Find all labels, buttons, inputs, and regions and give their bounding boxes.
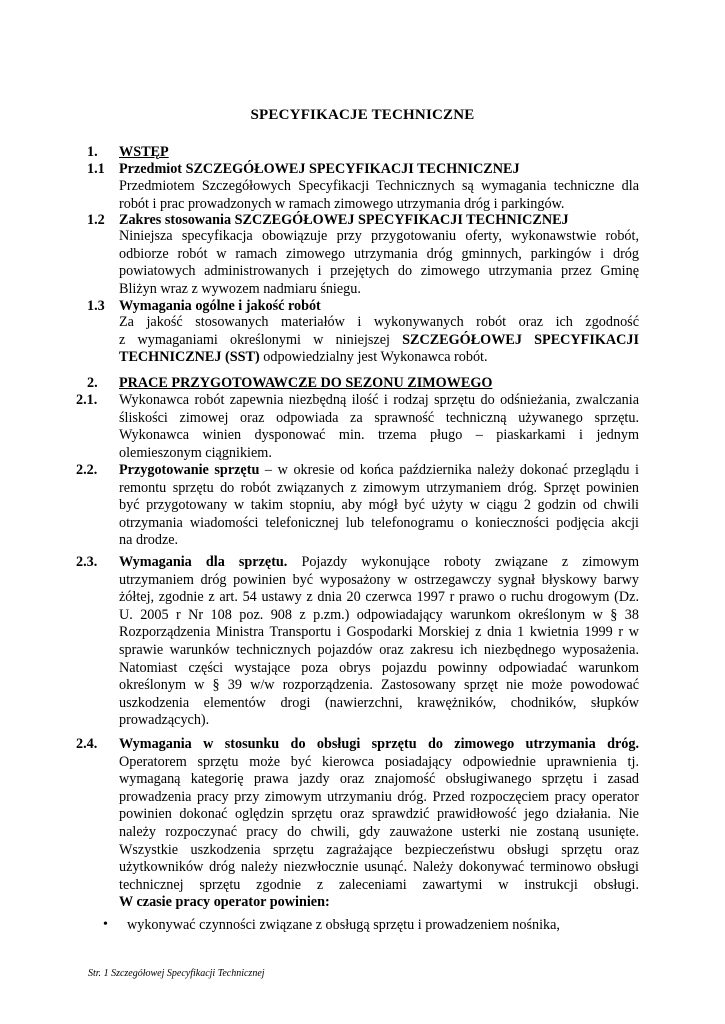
section-1-2-heading: Zakres stosowania SZCZEGÓŁOWEJ SPECYFIKACJI TECHNICZNEJ xyxy=(119,212,569,228)
text-line: utrzymaniem dróg powinien być wyposażony w ostrzegawczy sygnał błyskowy barwy xyxy=(119,571,639,588)
text-line: remontu sprzętu do robót związanych z zimowym utrzymaniem dróg. Sprzęt powinien xyxy=(119,479,639,496)
text-span: odpowiedzialny jest Wykonawca robót. xyxy=(259,349,488,366)
text-line: Bliżyn wraz z wywozem nadmiaru śniegu. xyxy=(119,280,361,297)
text-span: – w okresie od końca października należy dokonać przeglądu i xyxy=(259,462,639,478)
text-line: technicznej sprzętu zgodnie z zaleceniami zawartymi w instrukcji obsługi. xyxy=(119,876,639,893)
text-line: prowadzenia pracy przy zimowym utrzymaniu dróg. Przed rozpoczęciem pracy operator xyxy=(119,788,639,805)
text-line: wymaganą kategorię prawa jazdy oraz znajomość obsługiwanego sprzętu i zasad xyxy=(119,771,639,788)
section-1-3-heading: Wymagania ogólne i jakość robót xyxy=(119,298,321,314)
bullet-item: wykonywać czynności związane z obsługą sprzętu i prowadzeniem nośnika, xyxy=(127,917,560,933)
text-line xyxy=(119,736,639,754)
section-2-4-number: 2.4. xyxy=(76,736,98,752)
bullet-icon: • xyxy=(103,917,108,932)
bold-span: Wymagania dla sprzętu. xyxy=(119,554,288,570)
bold-span: Przygotowanie sprzętu xyxy=(119,462,260,478)
section-2-3-number: 2.3. xyxy=(76,554,98,570)
text-line xyxy=(119,894,639,912)
text-line: powinien dokonać oględzin sprzętu oraz sprawdzić prawidłowość jego działania. Nie xyxy=(119,806,639,823)
text-line: żółtej, zgodnie z art. 54 ustawy z dnia 20 czerwca 1997 r prawo o ruchu drogowym (Dz. xyxy=(119,589,639,606)
section-1-2-body xyxy=(119,228,639,298)
text-line: na drodze. xyxy=(119,532,179,549)
bold-span: Wymagania w stosunku do obsługi sprzętu do zimowego utrzymania dróg. xyxy=(119,736,639,752)
text-line: prowadzących). xyxy=(119,712,210,729)
section-1-1-body xyxy=(119,178,639,213)
section-1-number: 1. xyxy=(87,144,98,160)
section-2-4-body xyxy=(119,736,639,912)
text-line xyxy=(119,462,639,480)
section-1-3-body xyxy=(119,314,639,367)
text-line: Natomiast części wystające poza obrys pojazdu powinny odpowiadać warunkom xyxy=(119,659,639,676)
text-line: Rozporządzenia Ministra Transportu i Gospodarki Morskiej z dnia 1 kwietnia 1999 r w xyxy=(119,624,639,641)
text-line: powiatowych administrowanych i przejętych do zimowego utrzymania przez Gminę xyxy=(119,263,639,280)
section-2-1-number: 2.1. xyxy=(76,392,98,408)
text-line: należy rozpoczynać pracy do chwili, gdy zauważone usterki nie zostaną usunięte. xyxy=(119,823,639,840)
text-span: Pojazdy wykonujące roboty związane z zimowym xyxy=(287,554,640,570)
bold-span: SZCZEGÓŁOWEJ SPECYFIKACJI xyxy=(402,331,639,348)
text-line: śliskości zimowej oraz odpowiada za sprawność techniczną używanego sprzętu. xyxy=(119,409,639,426)
text-line: Za jakość stosowanych materiałów i wykonywanych robót oraz ich zgodność xyxy=(119,314,639,330)
text-line: określonym w § 39 w/w rozporządzenia. Zastosowany sprzęt nie może powodować xyxy=(119,677,639,694)
text-line: olemieszonym ciągnikiem. xyxy=(119,444,272,461)
text-line: robót i prac prowadzonych w ramach zimowego utrzymania dróg i parkingów. xyxy=(119,195,565,212)
text-line: Przedmiotem Szczegółowych Specyfikacji Technicznych są wymagania techniczne dla xyxy=(119,178,639,194)
section-2-2-body xyxy=(119,462,639,550)
text-line: być przygotowany w takim stopniu, aby mógł być użyty w ciągu 2 godzin od chwili xyxy=(119,497,639,514)
section-1-3-number: 1.3 xyxy=(87,298,105,314)
text-line: sprawie warunków technicznych pojazdów oraz zakresu ich niezbędnego wyposażenia. xyxy=(119,641,639,658)
text-line: otrzymania wiadomości telefonicznej lub telefonogramu o konieczności podjęcia akcji xyxy=(119,514,639,531)
footer-text: Szczegółowej Specyfikacji Technicznej xyxy=(108,968,265,979)
text-line xyxy=(119,332,639,350)
bold-span: W czasie pracy operator powinien: xyxy=(119,894,330,911)
footer-prefix: Str. xyxy=(88,968,104,979)
text-line: odbiorze robót w ramach zimowego utrzymania dróg gminnych, parkingów i dróg xyxy=(119,245,639,262)
text-line: uszkodzenia elementów drogi (nawierzchni, krawężników, chodników, słupków xyxy=(119,694,639,711)
section-2-3-body xyxy=(119,554,639,730)
page-title: SPECYFIKACJE TECHNICZNE xyxy=(250,107,475,123)
text-line: Operatorem sprzętu może być kierowca posiadający odpowiednie uprawnienia tj. xyxy=(119,753,639,770)
text-line: Wykonawca robót zapewnia niezbędną ilość i rodzaj sprzętu do odśnieżania, zwalczania xyxy=(119,392,639,408)
text-line: Wszystkie uszkodzenia sprzętu zagrażające bezpieczeństwu obsługi sprzętu oraz xyxy=(119,841,639,858)
section-1-2-number: 1.2 xyxy=(87,212,105,228)
page-number: 1 xyxy=(103,968,109,979)
section-2-1-body xyxy=(119,392,639,462)
text-line: Wykonawca winien dysponować min. trzema pługo – piaskarkami i jednym xyxy=(119,427,639,444)
section-2-heading: PRACE PRZYGOTOWAWCZE DO SEZONU ZIMOWEGO xyxy=(119,375,493,391)
section-1-1-number: 1.1 xyxy=(87,161,105,177)
text-line xyxy=(119,349,639,367)
text-line: Niniejsza specyfikacja obowiązuje przy przygotowaniu oferty, wykonawstwie robót, xyxy=(119,228,639,244)
text-line: użytkowników dróg należy niezwłocznie usunąć. Należy dokonywać terminowo obsługi xyxy=(119,859,639,876)
section-1-heading: WSTĘP xyxy=(119,144,169,160)
section-2-number: 2. xyxy=(87,375,98,391)
text-span: z wymaganiami określonymi w niniejszej xyxy=(119,331,403,348)
page-footer xyxy=(88,968,265,979)
section-2-2-number: 2.2. xyxy=(76,462,98,478)
text-line xyxy=(119,554,639,572)
bold-span: TECHNICZNEJ (SST) xyxy=(119,349,260,366)
text-line: U. 2005 r Nr 108 poz. 908 z p.zm.) odpowiadający warunkom określonym w § 38 xyxy=(119,606,639,623)
section-1-1-heading: Przedmiot SZCZEGÓŁOWEJ SPECYFIKACJI TECHNICZNEJ xyxy=(119,161,520,177)
